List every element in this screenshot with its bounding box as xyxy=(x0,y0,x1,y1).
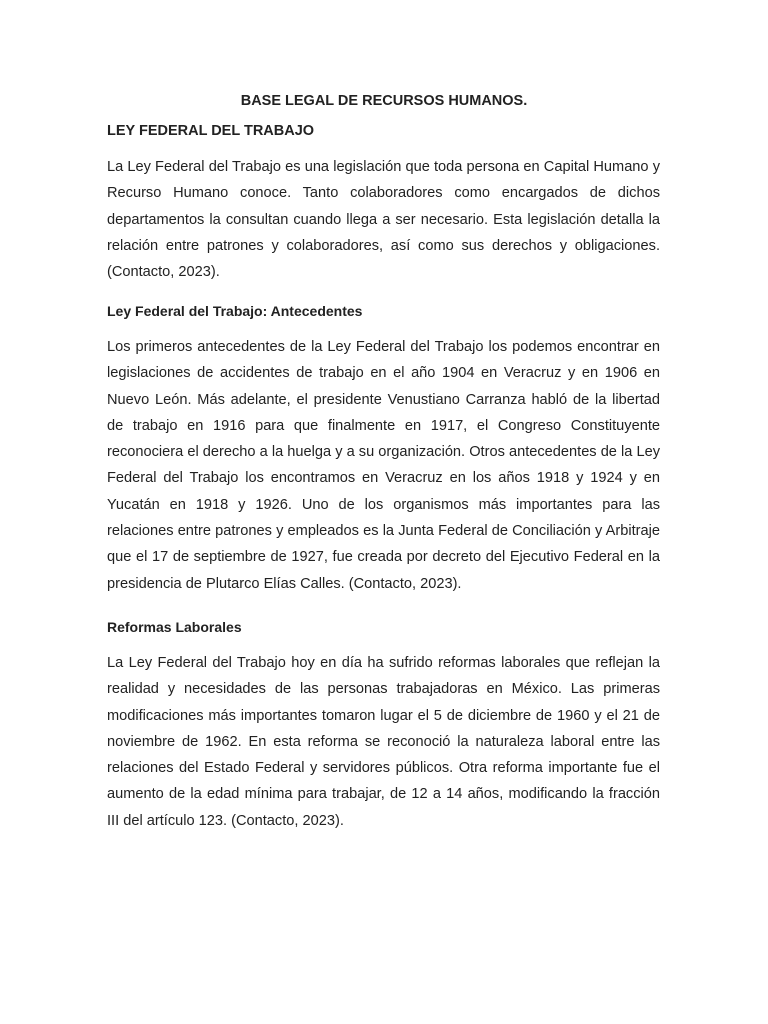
section-heading-reformas: Reformas Laborales xyxy=(107,619,242,635)
paragraph-ley-federal: La Ley Federal del Trabajo es una legislación que toda persona en Capital Humano y Recurso Humano conoce. Tanto colaboradores como encargados de dichos departamentos la consultan cuando llega a ser necesario. Esta legislación detalla la relación entre patrones y colaboradores, así como sus derechos y obligaciones. (Contacto, 2023). xyxy=(107,159,660,281)
section-heading-antecedentes: Ley Federal del Trabajo: Antecedentes xyxy=(107,303,363,319)
paragraph-antecedentes: Los primeros antecedentes de la Ley Federal del Trabajo los podemos encontrar en legislaciones de accidentes de trabajo en el año 1904 en Veracruz y en 1906 en Nuevo León. Más adelante, el presidente Venustiano Carranza habló de la libertad de trabajo en 1916 para que finalmente en 1917, el Congreso Constituyente reconociera el derecho a la huelga y a su organización. Otros antecedentes de la Ley Federal del Trabajo los encontramos en Veracruz en los años 1918 y 1924 y en Yucatán en 1918 y 1926. Uno de los organismos más importantes para las relaciones entre patrones y empleados es la Junta Federal de Conciliación y Arbitraje que el 17 de septiembre de 1927, fue creada por decreto del Ejecutivo Federal en la presidencia de Plutarco Elías Calles. (Contacto, 2023). xyxy=(107,339,660,592)
section-heading-ley-federal: LEY FEDERAL DEL TRABAJO xyxy=(107,123,315,139)
paragraph-reformas: La Ley Federal del Trabajo hoy en día ha sufrido reformas laborales que reflejan la realidad y necesidades de las personas trabajadoras en México. Las primeras modificaciones más importantes tomaron lugar el 5 de diciembre de 1960 y el 21 de noviembre de 1962. En esta reforma se reconoció la naturaleza laboral entre las relaciones del Estado Federal y servidores públicos. Otra reforma importante fue el aumento de la edad mínima para trabajar, de 12 a 14 años, modificando la fracción III del artículo 123. (Contacto, 2023). xyxy=(107,655,660,829)
document-title: BASE LEGAL DE RECURSOS HUMANOS. xyxy=(240,93,528,109)
